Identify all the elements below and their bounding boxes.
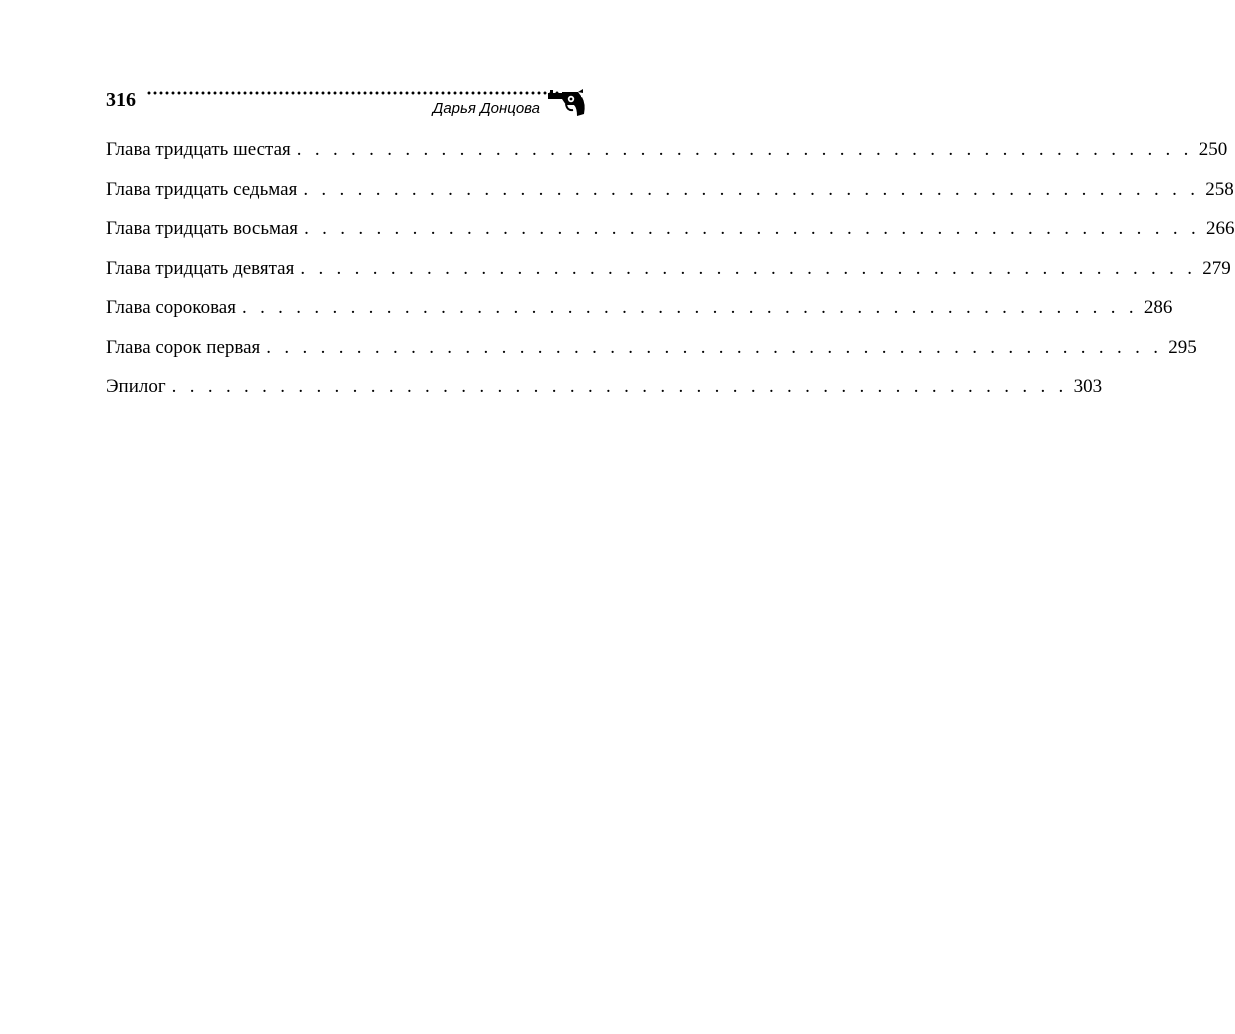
toc-entry-page: 250 [1198, 139, 1228, 160]
toc-entry-page: 266 [1206, 218, 1235, 239]
toc-entry-page: 258 [1205, 178, 1234, 200]
toc-entry-title: Эпилог [106, 376, 166, 397]
toc-entry-page: 295 [1168, 336, 1197, 358]
toc-entry-title: Глава тридцать восьмая [106, 218, 299, 239]
toc-entry-title: Глава тридцать шестая [106, 139, 291, 160]
dot-leader: . . . . . . . . . . . . . . . . . . . . . . . . . . . . . . . . . . . . . . . . . . . . . . . . . . [241, 297, 1138, 318]
toc-entry [106, 216, 1235, 256]
toc-entry-page: 303 [1073, 376, 1103, 397]
revolver-icon [548, 88, 586, 118]
toc-entry-title: Глава тридцать седьмая [106, 178, 298, 200]
page-number: 316 [106, 89, 136, 111]
dot-leader: . . . . . . . . . . . . . . . . . . . . . . . . . . . . . . . . . . . . . . . . . . . . . . . . . . [303, 178, 1200, 200]
toc-entry-title: Глава сорок первая [106, 336, 261, 358]
toc-entry-title: Глава сороковая [106, 297, 236, 318]
author-name: Дарья Донцова [432, 100, 540, 117]
header-dotted-rule [146, 90, 560, 96]
dot-leader: . . . . . . . . . . . . . . . . . . . . . . . . . . . . . . . . . . . . . . . . . . . . . . . . . . [266, 336, 1163, 358]
dot-leader: . . . . . . . . . . . . . . . . . . . . . . . . . . . . . . . . . . . . . . . . . . . . . . . . . . [171, 376, 1068, 397]
toc-entry-title: Глава тридцать девятая [106, 257, 295, 279]
dot-leader: . . . . . . . . . . . . . . . . . . . . . . . . . . . . . . . . . . . . . . . . . . . . . . . . . . [300, 257, 1197, 279]
toc-entry [106, 335, 1197, 375]
toc-entry-page: 286 [1143, 297, 1173, 318]
toc-entry [106, 295, 1173, 335]
toc-entry [106, 256, 1231, 296]
toc-entry [106, 177, 1234, 217]
running-header [106, 84, 586, 124]
dot-leader: . . . . . . . . . . . . . . . . . . . . . . . . . . . . . . . . . . . . . . . . . . . . . . . . . . [296, 139, 1193, 160]
toc-entry [106, 374, 1103, 414]
toc-entry [106, 137, 1228, 177]
toc-entry-page: 279 [1202, 257, 1231, 279]
table-of-contents [106, 137, 1235, 414]
dot-leader: . . . . . . . . . . . . . . . . . . . . . . . . . . . . . . . . . . . . . . . . . . . . . . . . . . [304, 218, 1201, 239]
